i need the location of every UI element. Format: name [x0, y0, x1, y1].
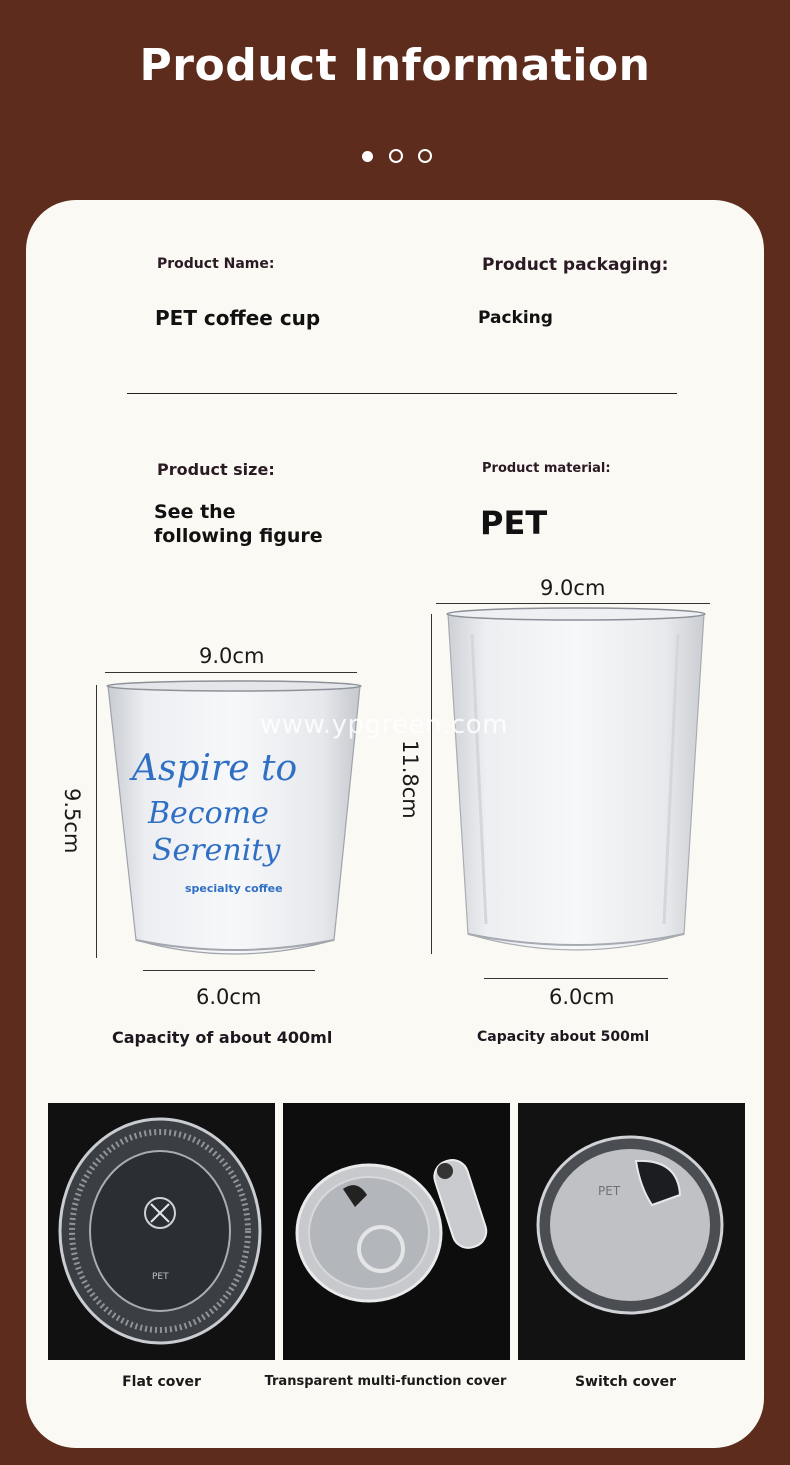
cover-label: Transparent multi-function cover: [264, 1374, 507, 1389]
cover-label: Flat cover: [122, 1374, 201, 1390]
cup-print-line: Aspire to: [132, 748, 298, 789]
small-cup-top-width: 9.0cm: [199, 644, 265, 668]
product-packaging-value: Packing: [478, 308, 553, 328]
small-cup-bottom-width: 6.0cm: [196, 985, 262, 1009]
dimension-line: [96, 685, 97, 958]
divider: [127, 393, 677, 394]
switch-cover-image: [518, 1103, 745, 1360]
carousel-pager: [360, 149, 440, 165]
product-name-value: PET coffee cup: [155, 306, 321, 330]
cup-print-subtitle: specialty coffee: [185, 882, 283, 895]
product-info-card: [26, 200, 764, 1448]
pager-dot[interactable]: [389, 149, 403, 163]
cup-print-line: Become: [148, 796, 269, 831]
product-material-label: Product material:: [482, 461, 611, 476]
dimension-line: [143, 970, 315, 971]
large-cup-height: 11.8cm: [398, 740, 422, 819]
dimension-line: [431, 614, 432, 954]
pager-dot-active[interactable]: [362, 151, 373, 162]
cover-label: Switch cover: [574, 1374, 677, 1390]
svg-text:PET: PET: [598, 1184, 621, 1198]
pager-dot[interactable]: [418, 149, 432, 163]
flat-cover-image: [48, 1103, 275, 1360]
dimension-line: [484, 978, 668, 979]
product-material-value: PET: [480, 504, 548, 542]
watermark: www.ypgreen.com: [260, 710, 508, 740]
large-cup-image: [442, 604, 710, 972]
product-size-label: Product size:: [157, 460, 275, 479]
product-size-value-line: See the: [154, 501, 236, 523]
svg-text:PET: PET: [152, 1272, 169, 1282]
large-cup-bottom-width: 6.0cm: [549, 985, 615, 1009]
product-packaging-label: Product packaging:: [482, 255, 669, 275]
product-size-value-line: following figure: [154, 525, 323, 547]
multi-function-cover-image: [283, 1103, 510, 1360]
dimension-line: [105, 672, 357, 673]
page-title: Product Information: [139, 40, 651, 91]
product-size-value: [154, 500, 323, 548]
large-cup-capacity: Capacity about 500ml: [477, 1029, 650, 1045]
large-cup-top-width: 9.0cm: [540, 576, 606, 600]
cup-print-line: Serenity: [152, 833, 281, 868]
small-cup-height: 9.5cm: [60, 788, 84, 854]
small-cup-capacity: Capacity of about 400ml: [112, 1028, 333, 1047]
product-name-label: Product Name:: [157, 256, 275, 272]
